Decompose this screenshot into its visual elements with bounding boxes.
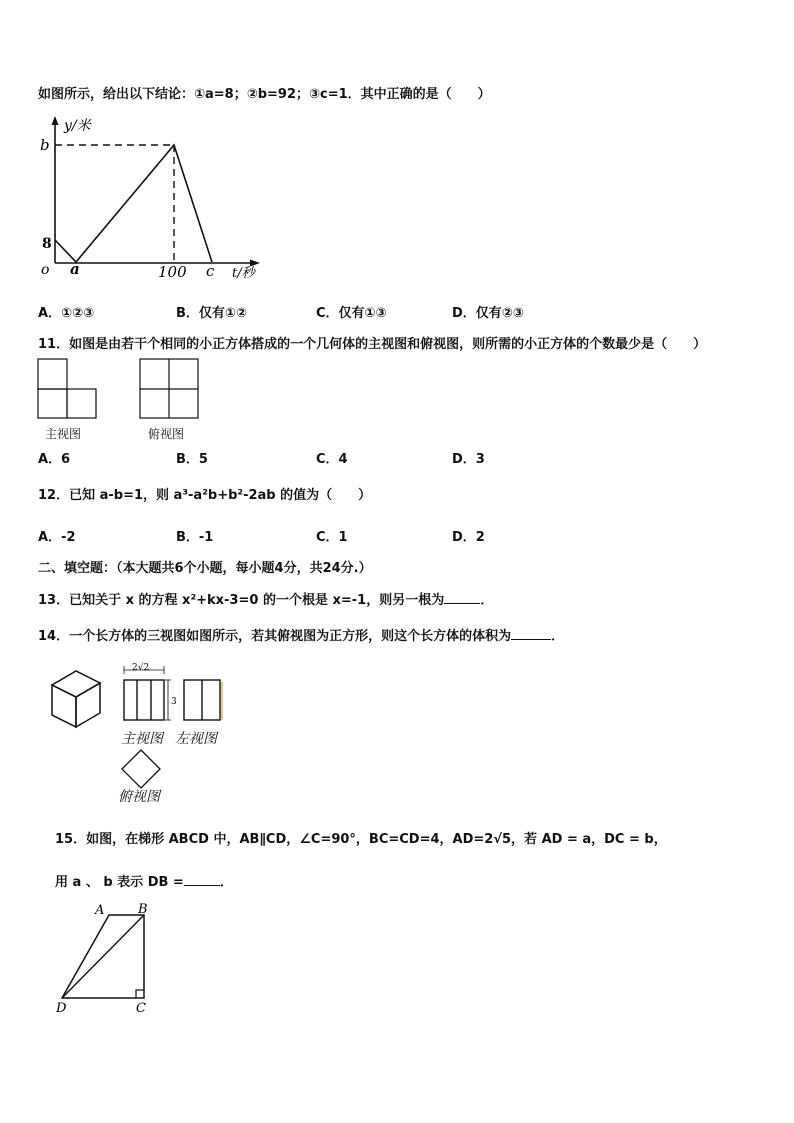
q11-option-c[interactable]: C．4: [316, 452, 348, 467]
q15-line2: [55, 871, 233, 890]
q10-option-d[interactable]: D．仅有②③: [452, 306, 524, 321]
distance-time-curve: [55, 145, 212, 262]
q11-option-d[interactable]: D．3: [452, 452, 485, 467]
q14-left-caption: 左视图: [175, 731, 217, 747]
q15-trapezoid-figure: [52, 900, 162, 1015]
q11-stem: 11．如图是由若干个相同的小正方体搭成的一个几何体的主视图和俯视图，则所需的小正方体的个数最少是（ ）: [38, 337, 707, 352]
section-2-heading: 二、填空题：（本大题共6个小题，每小题4分，共24分.）: [38, 561, 372, 576]
q10-option-b[interactable]: B．仅有①②: [176, 306, 247, 321]
q14-front-view: [120, 660, 180, 722]
vertex-d-label: D: [56, 1001, 67, 1015]
a-label: a: [70, 260, 80, 278]
q14-front-caption: 主视图: [121, 731, 163, 747]
q15-answer-blank[interactable]: [184, 873, 220, 886]
q11-front-view: [37, 358, 99, 420]
q14-left-view: [182, 678, 226, 726]
vertex-a-label: A: [95, 903, 105, 918]
x-axis-label: t/秒: [232, 266, 255, 281]
q11-top-view-caption: 俯视图: [148, 427, 185, 441]
q12-option-d[interactable]: D．2: [452, 530, 485, 545]
q15-stem: 15．如图，在梯形 ABCD 中，AB∥CD，∠C=90°，BC=CD=4，AD=2√5，若 AD = a，DC = b，: [55, 832, 667, 847]
q12-option-b[interactable]: B．-1: [176, 530, 214, 545]
q11-option-a[interactable]: A．6: [38, 452, 71, 467]
b-label: b: [40, 136, 50, 154]
q14-top-view: [119, 747, 163, 791]
q14-height-label: 3: [171, 697, 177, 707]
q14-stem: [38, 625, 564, 644]
q14-width-label: 2√2: [132, 663, 150, 673]
q10-stem: 如图所示，给出以下结论：①a=8；②b=92；③c=1．其中正确的是（ ）: [38, 87, 491, 102]
vertex-b-label: B: [138, 902, 148, 917]
q14-top-caption: 俯视图: [118, 789, 160, 805]
origin-label: o: [41, 262, 50, 278]
q14-cuboid-figure: [48, 667, 108, 731]
q12-option-c[interactable]: C．1: [316, 530, 348, 545]
q12-option-a[interactable]: A．-2: [38, 530, 76, 545]
q13-text: 13．已知关于 x 的方程 x²+kx-3=0 的一个根是 x=-1，则另一根为: [38, 593, 445, 608]
q10-option-c[interactable]: C．仅有①③: [316, 306, 387, 321]
y-8-label: 8: [42, 236, 52, 252]
q14-answer-blank[interactable]: [511, 627, 551, 640]
q14-text: 14．一个长方体的三视图如图所示，若其俯视图为正方形，则这个长方体的体积为: [38, 629, 512, 644]
q15-end: ．: [219, 875, 233, 890]
q11-top-view: [139, 358, 201, 420]
diagonal-db: [62, 915, 144, 998]
y-axis-arrow: [52, 116, 59, 125]
q13-end: ．: [480, 593, 494, 608]
q10-graph: [38, 110, 298, 285]
c-label: c: [206, 262, 215, 280]
vertex-c-label: C: [136, 1001, 146, 1015]
q13-answer-blank[interactable]: [444, 591, 480, 604]
q14-end: ．: [551, 629, 565, 644]
q13-stem: [38, 589, 493, 608]
q11-option-b[interactable]: B．5: [176, 452, 208, 467]
x-100-label: 100: [158, 263, 187, 281]
y-axis-label: y/米: [64, 118, 91, 134]
q15-line2-text: 用 a 、 b 表示 DB =: [55, 875, 184, 890]
right-angle-mark: [136, 990, 144, 998]
q11-front-view-caption: 主视图: [45, 427, 82, 441]
q10-option-a[interactable]: A．①②③: [38, 306, 95, 321]
q12-stem: 12．已知 a-b=1，则 a³-a²b+b²-2ab 的值为（ ）: [38, 488, 372, 503]
